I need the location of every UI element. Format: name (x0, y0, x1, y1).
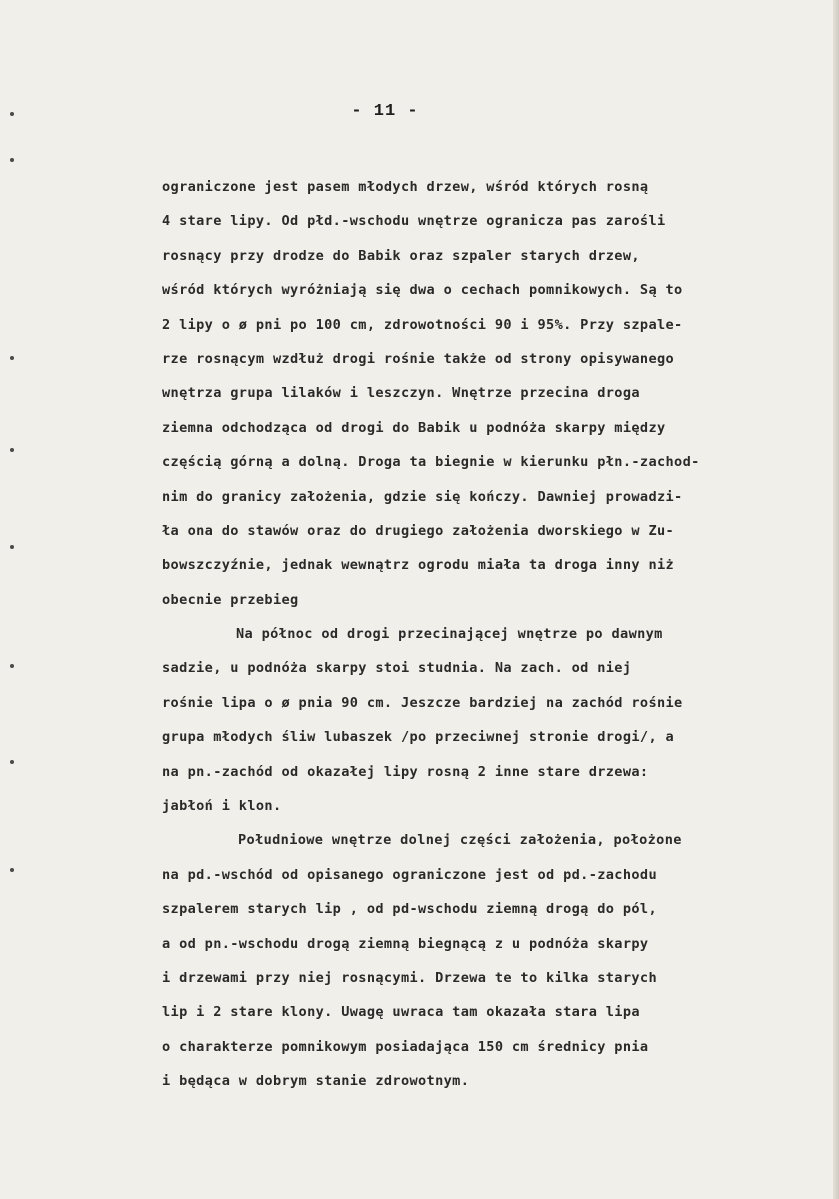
page-edge-shadow (833, 0, 839, 1199)
text-line: ziemna odchodząca od drogi do Babik u podnóża skarpy między (162, 419, 666, 436)
text-line: wnętrza grupa lilaków i leszczyn. Wnętrze przecina droga (162, 385, 640, 402)
paragraph-1 (162, 170, 822, 617)
page-number: - 11 - (351, 102, 419, 121)
text-line: na pn.-zachód od okazałej lipy rosną 2 inne stare drzewa: (162, 763, 649, 780)
punch-hole-mark (10, 448, 14, 452)
text-line: rośnie lipa o ø pnia 90 cm. Jeszcze bardziej na zachód rośnie (162, 694, 683, 711)
text-line: grupa młodych śliw lubaszek /po przeciwnej stronie drogi/, a (162, 729, 675, 746)
punch-hole-mark (10, 158, 14, 162)
text-line: częścią górną a dolną. Droga ta biegnie w kierunku płn.-zachod- (162, 454, 700, 471)
body-text (162, 170, 822, 1099)
text-line: i drzewami przy niej rosnącymi. Drzewa te to kilka starych (162, 969, 657, 986)
paragraph-3 (162, 823, 822, 1098)
text-line: 2 lipy o ø pni po 100 cm, zdrowotności 90 i 95%. Przy szpale- (162, 316, 683, 333)
text-line: ograniczone jest pasem młodych drzew, wśród których rosną (162, 179, 649, 195)
text-line: nim do granicy założenia, gdzie się kończy. Dawniej prowadzi- (162, 488, 683, 505)
punch-hole-mark (10, 664, 14, 668)
punch-hole-mark (10, 760, 14, 764)
text-line: wśród których wyróżniają się dwa o cechach pomnikowych. Są to (162, 282, 683, 299)
text-line: 4 stare lipy. Od płd.-wschodu wnętrze ogranicza pas zarośli (162, 213, 666, 230)
text-line: bowszczyźnie, jednak wewnątrz ogrodu miała ta droga inny niż (162, 557, 675, 574)
text-line: rze rosnącym wzdłuż drogi rośnie także od strony opisywanego (162, 350, 675, 367)
text-line: szpalerem starych lip , od pd-wschodu ziemną drogą do pól, (162, 901, 657, 918)
text-line: Na północ od drogi przecinającej wnętrze po dawnym (236, 626, 663, 643)
punch-hole-mark (10, 545, 14, 549)
text-line: Południowe wnętrze dolnej części założenia, położone (238, 832, 682, 849)
text-line: i będąca w dobrym stanie zdrowotnym. (162, 1073, 470, 1090)
text-line: lip i 2 stare klony. Uwagę uwraca tam okazała stara lipa (162, 1004, 640, 1021)
punch-hole-mark (10, 868, 14, 872)
text-line: obecnie przebieg (162, 591, 299, 608)
text-line: ła ona do stawów oraz do drugiego założenia dworskiego w Zu- (162, 522, 675, 539)
punch-hole-mark (10, 356, 14, 360)
text-line: jabłoń i klon. (162, 798, 282, 815)
text-line: na pd.-wschód od opisanego ograniczone jest od pd.-zachodu (162, 866, 657, 883)
text-line: a od pn.-wschodu drogą ziemną biegnącą z u podnóża skarpy (162, 935, 649, 952)
text-line: rosnący przy drodze do Babik oraz szpaler starych drzew, (162, 247, 640, 264)
text-line: sadzie, u podnóża skarpy stoi studnia. Na zach. od niej (162, 660, 632, 677)
text-line: o charakterze pomnikowym posiadająca 150 cm średnicy pnia (162, 1038, 649, 1055)
paragraph-2 (162, 617, 822, 823)
